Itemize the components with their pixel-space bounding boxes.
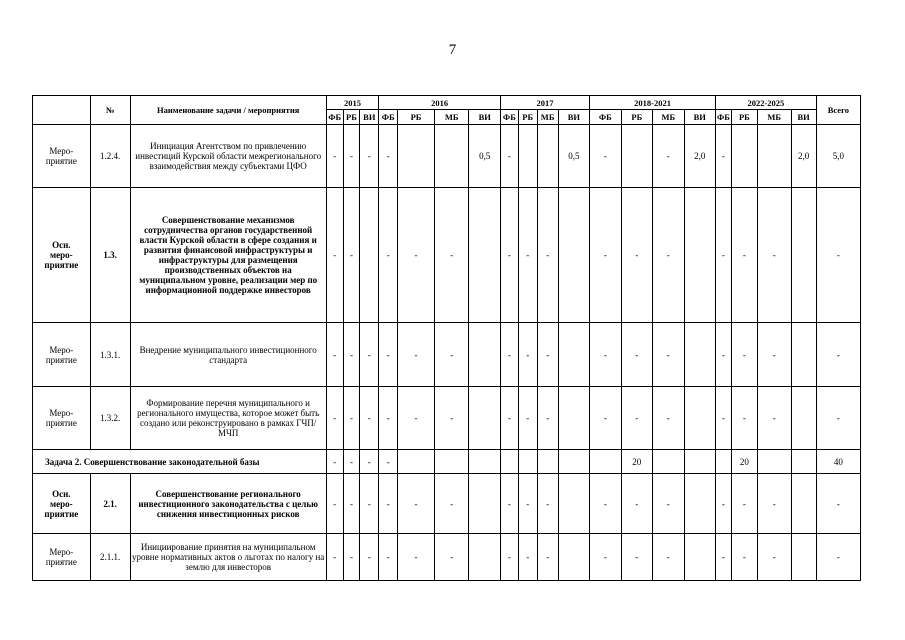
value-cell bbox=[558, 534, 589, 581]
value-cell: - bbox=[500, 534, 518, 581]
value-cell bbox=[469, 474, 500, 534]
value-cell: - bbox=[621, 387, 652, 450]
value-cell: 2,0 bbox=[791, 125, 816, 188]
sub-header: МБ bbox=[757, 110, 791, 125]
header-year-2022-2025: 2022-2025 bbox=[716, 96, 817, 110]
value-cell: - bbox=[731, 387, 757, 450]
value-cell: - bbox=[343, 450, 360, 474]
value-cell: 40 bbox=[816, 450, 860, 474]
sub-header: ВИ bbox=[360, 110, 379, 125]
value-cell: - bbox=[343, 474, 360, 534]
value-cell bbox=[518, 450, 537, 474]
value-cell: - bbox=[343, 323, 360, 387]
value-cell bbox=[684, 474, 716, 534]
row-type: Осн. меро- приятие bbox=[33, 188, 91, 323]
value-cell: - bbox=[590, 534, 621, 581]
row-name: Совершенствование регионального инвестиционного законодательства с целью снижения инвестиционных рисков bbox=[130, 474, 326, 534]
value-cell: - bbox=[537, 534, 558, 581]
sub-header: РБ bbox=[731, 110, 757, 125]
value-cell bbox=[716, 450, 732, 474]
row-type: Осн. меро- приятие bbox=[33, 474, 91, 534]
value-cell: - bbox=[500, 323, 518, 387]
value-cell: - bbox=[398, 474, 435, 534]
value-cell: - bbox=[434, 474, 469, 534]
sub-header: РБ bbox=[343, 110, 360, 125]
value-cell bbox=[731, 125, 757, 188]
value-cell: - bbox=[379, 323, 398, 387]
page-number: 7 bbox=[448, 42, 457, 58]
value-cell: - bbox=[816, 534, 860, 581]
value-cell: - bbox=[590, 125, 621, 188]
value-cell: - bbox=[757, 323, 791, 387]
value-cell bbox=[757, 125, 791, 188]
value-cell: - bbox=[518, 387, 537, 450]
value-cell: - bbox=[500, 125, 518, 188]
value-cell bbox=[684, 387, 716, 450]
value-cell: - bbox=[379, 450, 398, 474]
value-cell: - bbox=[816, 474, 860, 534]
value-cell bbox=[469, 188, 500, 323]
value-cell: - bbox=[731, 534, 757, 581]
row-type: Меро- приятие bbox=[33, 534, 91, 581]
row-code: 2.1. bbox=[90, 474, 130, 534]
value-cell: - bbox=[326, 323, 343, 387]
value-cell bbox=[791, 323, 816, 387]
sub-header: РБ bbox=[398, 110, 435, 125]
value-cell: - bbox=[379, 125, 398, 188]
value-cell: - bbox=[500, 188, 518, 323]
value-cell bbox=[469, 387, 500, 450]
value-cell: - bbox=[731, 323, 757, 387]
value-cell bbox=[653, 450, 684, 474]
value-cell: 20 bbox=[621, 450, 652, 474]
value-cell bbox=[398, 450, 435, 474]
task-row bbox=[33, 450, 861, 474]
value-cell bbox=[791, 450, 816, 474]
value-cell: - bbox=[716, 474, 732, 534]
sub-header: ВИ bbox=[684, 110, 716, 125]
row-name: Совершенствование механизмов сотрудничества органов государственной власти Курской области в сфере создания и развития финансовой инфраструктуры и инфраструктуры для размещения производственных объектов на муниципальном уровне, реализации мер по информационной поддержке инвесторов bbox=[130, 188, 326, 323]
table-body-task2 bbox=[33, 474, 861, 581]
value-cell: - bbox=[518, 323, 537, 387]
value-cell: - bbox=[360, 125, 379, 188]
value-cell: - bbox=[731, 474, 757, 534]
value-cell: 20 bbox=[731, 450, 757, 474]
value-cell: - bbox=[398, 188, 435, 323]
value-cell: - bbox=[653, 387, 684, 450]
header-blank bbox=[33, 96, 91, 125]
value-cell: - bbox=[621, 323, 652, 387]
value-cell: - bbox=[518, 474, 537, 534]
value-cell bbox=[537, 125, 558, 188]
sub-header: РБ bbox=[621, 110, 652, 125]
value-cell bbox=[469, 534, 500, 581]
header-year-2017: 2017 bbox=[500, 96, 589, 110]
value-cell: - bbox=[518, 188, 537, 323]
table-body-task2-header bbox=[33, 450, 861, 474]
value-cell: - bbox=[716, 125, 732, 188]
value-cell: - bbox=[731, 188, 757, 323]
value-cell bbox=[791, 534, 816, 581]
table-row bbox=[33, 474, 861, 534]
value-cell: - bbox=[716, 534, 732, 581]
value-cell bbox=[684, 323, 716, 387]
value-cell bbox=[791, 474, 816, 534]
value-cell: - bbox=[816, 387, 860, 450]
value-cell: - bbox=[326, 534, 343, 581]
value-cell: - bbox=[621, 534, 652, 581]
value-cell: - bbox=[757, 387, 791, 450]
value-cell: - bbox=[343, 534, 360, 581]
value-cell bbox=[558, 450, 589, 474]
header-number: № bbox=[90, 96, 130, 125]
value-cell: - bbox=[360, 474, 379, 534]
header-year-2018-2021: 2018-2021 bbox=[590, 96, 716, 110]
value-cell: - bbox=[360, 450, 379, 474]
value-cell: - bbox=[326, 450, 343, 474]
value-cell: - bbox=[590, 474, 621, 534]
value-cell: - bbox=[621, 188, 652, 323]
row-code: 1.3. bbox=[90, 188, 130, 323]
value-cell: - bbox=[398, 534, 435, 581]
value-cell: - bbox=[500, 387, 518, 450]
row-name: Внедрение муниципального инвестиционного стандарта bbox=[130, 323, 326, 387]
value-cell: - bbox=[360, 323, 379, 387]
sub-header: ФБ bbox=[326, 110, 343, 125]
value-cell: 2,0 bbox=[684, 125, 716, 188]
value-cell: - bbox=[343, 387, 360, 450]
value-cell bbox=[434, 125, 469, 188]
sub-header: ВИ bbox=[469, 110, 500, 125]
value-cell: - bbox=[379, 534, 398, 581]
value-cell bbox=[757, 450, 791, 474]
value-cell: - bbox=[653, 474, 684, 534]
row-name: Формирование перечня муниципального и регионального имущества, которое может быть создано или реконструировано в рамках ГЧП/МЧП bbox=[130, 387, 326, 450]
row-type: Меро- приятие bbox=[33, 125, 91, 188]
value-cell: - bbox=[653, 534, 684, 581]
value-cell: - bbox=[757, 534, 791, 581]
value-cell bbox=[590, 450, 621, 474]
value-cell bbox=[684, 450, 716, 474]
row-type: Меро- приятие bbox=[33, 387, 91, 450]
value-cell: - bbox=[500, 474, 518, 534]
sub-header: МБ bbox=[537, 110, 558, 125]
value-cell: - bbox=[326, 188, 343, 323]
value-cell: - bbox=[434, 534, 469, 581]
value-cell: - bbox=[360, 534, 379, 581]
value-cell: - bbox=[326, 125, 343, 188]
value-cell: 0,5 bbox=[469, 125, 500, 188]
table-body-task1 bbox=[33, 125, 861, 450]
sub-header: ФБ bbox=[590, 110, 621, 125]
value-cell bbox=[469, 323, 500, 387]
sub-header: ФБ bbox=[500, 110, 518, 125]
value-cell: - bbox=[757, 474, 791, 534]
value-cell: - bbox=[590, 387, 621, 450]
row-code: 1.2.4. bbox=[90, 125, 130, 188]
value-cell: - bbox=[653, 188, 684, 323]
value-cell bbox=[360, 188, 379, 323]
value-cell: - bbox=[816, 323, 860, 387]
value-cell bbox=[791, 387, 816, 450]
value-cell bbox=[537, 450, 558, 474]
value-cell bbox=[558, 188, 589, 323]
value-cell: - bbox=[360, 387, 379, 450]
table-row bbox=[33, 188, 861, 323]
sub-header: ФБ bbox=[716, 110, 732, 125]
table-row bbox=[33, 323, 861, 387]
value-cell bbox=[398, 125, 435, 188]
value-cell: 5,0 bbox=[816, 125, 860, 188]
program-table bbox=[32, 95, 861, 581]
value-cell: - bbox=[326, 474, 343, 534]
value-cell: - bbox=[757, 188, 791, 323]
sub-header: МБ bbox=[653, 110, 684, 125]
table-row bbox=[33, 534, 861, 581]
value-cell bbox=[469, 450, 500, 474]
value-cell: - bbox=[379, 188, 398, 323]
row-type: Меро- приятие bbox=[33, 323, 91, 387]
sub-header: МБ bbox=[434, 110, 469, 125]
value-cell: - bbox=[537, 474, 558, 534]
sub-header: РБ bbox=[518, 110, 537, 125]
header-total: Всего bbox=[816, 96, 860, 125]
value-cell: - bbox=[434, 188, 469, 323]
value-cell bbox=[558, 387, 589, 450]
value-cell: - bbox=[398, 323, 435, 387]
row-code: 1.3.2. bbox=[90, 387, 130, 450]
value-cell bbox=[558, 323, 589, 387]
value-cell: - bbox=[590, 188, 621, 323]
value-cell: - bbox=[537, 188, 558, 323]
table-row bbox=[33, 125, 861, 188]
value-cell: - bbox=[653, 125, 684, 188]
table-row bbox=[33, 387, 861, 450]
value-cell bbox=[684, 188, 716, 323]
value-cell: - bbox=[537, 387, 558, 450]
row-code: 1.3.1. bbox=[90, 323, 130, 387]
header-name: Наименование задачи / мероприятия bbox=[130, 96, 326, 125]
value-cell: - bbox=[343, 188, 360, 323]
value-cell: - bbox=[716, 387, 732, 450]
value-cell bbox=[791, 188, 816, 323]
value-cell: - bbox=[590, 323, 621, 387]
value-cell: - bbox=[537, 323, 558, 387]
value-cell: - bbox=[326, 387, 343, 450]
value-cell bbox=[500, 450, 518, 474]
row-name: Инициация Агентством по привлечению инвестиций Курской области межрегионального взаимодействия между субъектами ЦФО bbox=[130, 125, 326, 188]
sub-header: ФБ bbox=[379, 110, 398, 125]
value-cell: - bbox=[434, 387, 469, 450]
value-cell: - bbox=[716, 188, 732, 323]
value-cell: - bbox=[434, 323, 469, 387]
value-cell: - bbox=[653, 323, 684, 387]
value-cell bbox=[434, 450, 469, 474]
value-cell: - bbox=[343, 125, 360, 188]
task-title: Задача 2. Совершенствование законодательной базы bbox=[33, 450, 327, 474]
value-cell: - bbox=[621, 474, 652, 534]
value-cell: - bbox=[379, 387, 398, 450]
value-cell bbox=[621, 125, 652, 188]
row-code: 2.1.1. bbox=[90, 534, 130, 581]
value-cell: - bbox=[518, 534, 537, 581]
value-cell bbox=[518, 125, 537, 188]
value-cell bbox=[684, 534, 716, 581]
header-year-2016: 2016 bbox=[379, 96, 501, 110]
row-name: Инициирование принятия на муниципальном уровне нормативных актов о льготах по налогу на землю для инвесторов bbox=[130, 534, 326, 581]
value-cell: - bbox=[379, 474, 398, 534]
sub-header: ВИ bbox=[558, 110, 589, 125]
value-cell: - bbox=[716, 323, 732, 387]
header-year-2015: 2015 bbox=[326, 96, 378, 110]
sub-header: ВИ bbox=[791, 110, 816, 125]
value-cell: - bbox=[816, 188, 860, 323]
value-cell bbox=[558, 474, 589, 534]
value-cell: - bbox=[398, 387, 435, 450]
value-cell: 0,5 bbox=[558, 125, 589, 188]
